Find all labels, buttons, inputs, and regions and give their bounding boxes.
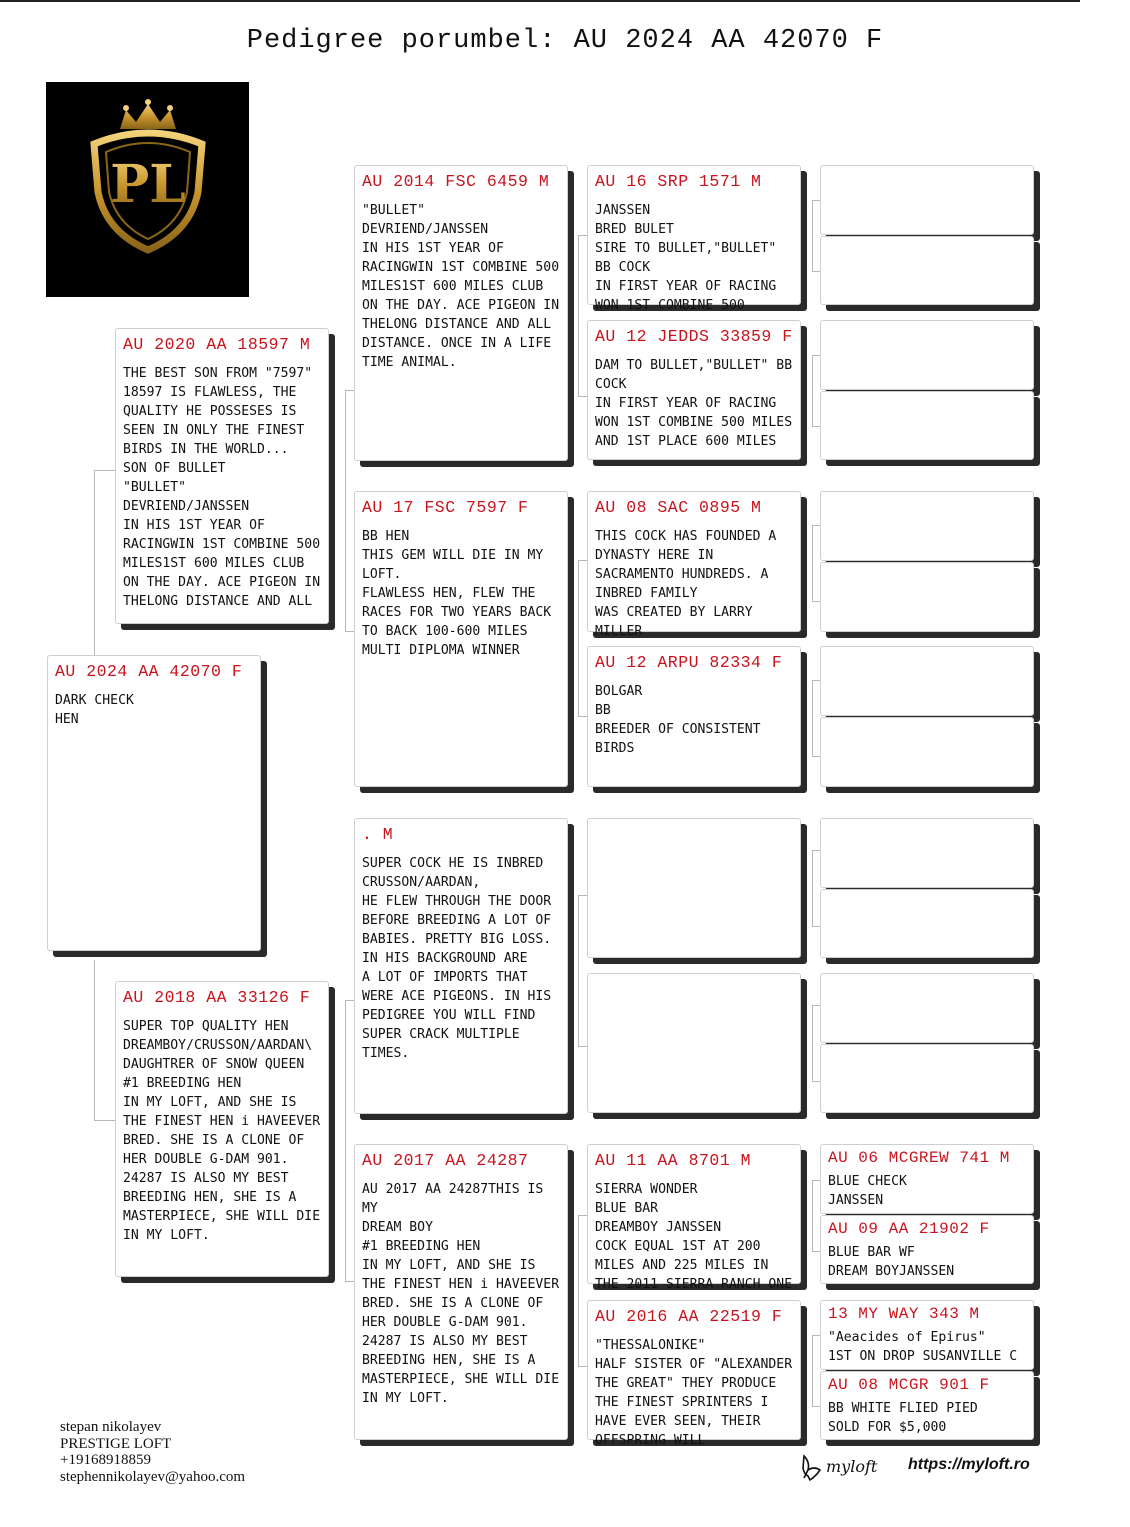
pigeon-card-g5-1-empty[interactable]: [820, 165, 1034, 235]
pigeon-card-g5-7-empty[interactable]: [820, 646, 1034, 716]
pigeon-notes: SUPER COCK HE IS INBRED CRUSSON/AARDAN, HE FLEW THROUGH THE DOOR BEFORE BREEDING A LOT OF BABIES. PRETTY BIG LOSS. IN HIS BACKGROUND ARE A LOT OF IMPORTS THAT WERE ACE PIGEONS. IN HIS PEDIGREE YOU WILL FIND SUPER CRACK MULTIPLE TIMES.: [362, 856, 552, 1061]
ring-number: AU 11 AA 8701 M: [595, 1151, 752, 1170]
top-rule: [0, 0, 1080, 2]
connector-sd-parents: [578, 560, 587, 717]
pigeon-card-dam[interactable]: [115, 981, 329, 1277]
pigeon-card-g5-8-empty[interactable]: [820, 717, 1034, 787]
pigeon-card-dam-sire[interactable]: [354, 818, 568, 1114]
pigeon-card-ddds[interactable]: [820, 1300, 1034, 1370]
brand-wordmark: myloft: [826, 1457, 878, 1476]
pigeon-card-dam-dam[interactable]: [354, 1144, 568, 1440]
pigeon-card-g5-9-empty[interactable]: [820, 818, 1034, 888]
pigeon-notes: BLUE CHECK JANSSEN: [828, 1174, 907, 1208]
owner-name: stepan nikolayev: [60, 1419, 162, 1435]
owner-email[interactable]: stephennikolayev@yahoo.com: [60, 1468, 246, 1485]
ring-number: AU 08 SAC 0895 M: [595, 498, 762, 517]
ring-number: AU 16 SRP 1571 M: [595, 172, 762, 191]
pigeon-card-ddss[interactable]: [820, 1144, 1034, 1214]
pigeon-notes: BLUE BAR WF DREAM BOYJANSSEN: [828, 1245, 955, 1279]
connector-dam: [94, 960, 115, 1121]
pigeon-notes: "BULLET" DEVRIEND/JANSSEN IN HIS 1ST YEAR OF RACINGWIN 1ST COMBINE 500 MILES1ST 600 MILES CLUB ON THE DAY. ACE PIGEON IN THELONG DISTANCE AND ALL DISTANCE. ONCE IN A LIFE TIME ANIMAL.: [362, 203, 560, 370]
svg-text:PL: PL: [110, 154, 186, 215]
ring-number: AU 2020 AA 18597 M: [123, 335, 311, 354]
pigeon-card-ddsd[interactable]: [820, 1215, 1034, 1284]
pigeon-notes: DARK CHECK HEN: [55, 693, 134, 727]
pigeon-card-dsd-empty[interactable]: [587, 973, 801, 1113]
ring-number: 13 MY WAY 343 M: [828, 1305, 980, 1323]
ring-number: AU 2024 AA 42070 F: [55, 662, 243, 681]
pigeon-card-g5-6-empty[interactable]: [820, 562, 1034, 632]
pigeon-card-ddd[interactable]: [587, 1300, 801, 1448]
ring-number: AU 2018 AA 33126 F: [123, 988, 311, 1007]
pigeon-card-sss[interactable]: [587, 165, 801, 313]
ring-number: AU 17 FSC 7597 F: [362, 498, 529, 517]
ring-number: AU 12 ARPU 82334 F: [595, 653, 783, 672]
ring-number: . M: [362, 825, 394, 844]
loft-name: PRESTIGE LOFT: [60, 1435, 172, 1452]
connector-ds-parents: [578, 895, 587, 1047]
pigeon-notes: THIS COCK HAS FOUNDED A DYNASTY HERE IN SACRAMENTO HUNDREDS. A INBRED FAMILY WAS CREATED BY LARRY MILLER: [595, 529, 777, 639]
pigeon-card-g5-10-empty[interactable]: [820, 889, 1034, 958]
ring-number: AU 08 MCGR 901 F: [828, 1376, 990, 1394]
brand-url-link[interactable]: https://myloft.ro: [908, 1456, 1030, 1473]
pigeon-card-dss-empty[interactable]: [587, 818, 801, 958]
pigeon-card-ssd[interactable]: [587, 320, 801, 460]
pigeon-notes: AU 2017 AA 24287THIS IS MY DREAM BOY #1 BREEDING HEN IN MY LOFT, AND SHE IS THE FINEST HEN i HAVEEVER BRED. SHE IS A CLONE OF HER DOUBLE G-DAM 901. 24287 IS ALSO MY BEST BREEDING HEN, SHE IS A MASTERPIECE, SHE WILL DIE IN MY LOFT.: [362, 1182, 560, 1406]
ring-number: AU 2016 AA 22519 F: [595, 1307, 783, 1326]
connector-ss-parents: [578, 235, 587, 397]
connector-sire: [94, 470, 115, 657]
page-title: Pedigree porumbel: AU 2024 AA 42070 F: [246, 26, 884, 56]
pigeon-notes: THE BEST SON FROM "7597" 18597 IS FLAWLESS, THE QUALITY HE POSSESES IS SEEN IN ONLY THE FINEST BIRDS IN THE WORLD... SON OF BULLET "BULLET" DEVRIEND/JANSSEN IN HIS 1ST YEAR OF RACINGWIN 1ST COMBINE 500 MILES1ST 600 MILES CLUB ON THE DAY. ACE PIGEON IN THELONG DISTANCE AND ALL: [123, 366, 321, 609]
crown-shield-icon: [46, 82, 249, 297]
pigeon-card-g5-5-empty[interactable]: [820, 491, 1034, 561]
ring-number: AU 2014 FSC 6459 M: [362, 172, 550, 191]
pigeon-card-g5-12-empty[interactable]: [820, 1044, 1034, 1113]
connector-dd-parents: [578, 1215, 587, 1367]
loft-logo: [46, 82, 249, 297]
pigeon-card-subject[interactable]: [47, 655, 261, 951]
pigeon-notes: "THESSALONIKE" HALF SISTER OF "ALEXANDER THE GREAT" THEY PRODUCE THE FINEST SPRINTERS I HAVE EVER SEEN, THEIR OFFSPRING WILL: [595, 1338, 793, 1448]
connector-sire-parents: [345, 390, 354, 632]
pigeon-card-sire[interactable]: [115, 328, 329, 624]
ring-number: AU 2017 AA 24287: [362, 1151, 529, 1170]
pigeon-card-dds[interactable]: [587, 1144, 801, 1292]
pigeon-card-dddd[interactable]: [820, 1371, 1034, 1440]
pigeon-notes: JANSSEN BRED BULET SIRE TO BULLET,"BULLET" BB COCK IN FIRST YEAR OF RACING WON 1ST COMBINE 500: [595, 203, 777, 313]
pigeon-card-sds[interactable]: [587, 491, 801, 639]
owner-phone: +19168918859: [60, 1452, 151, 1468]
pigeon-card-g5-3-empty[interactable]: [820, 320, 1034, 390]
ring-number: AU 06 MCGREW 741 M: [828, 1149, 1010, 1167]
ring-number: AU 12 JEDDS 33859 F: [595, 327, 793, 346]
ring-number: AU 09 AA 21902 F: [828, 1220, 990, 1238]
pigeon-notes: "Aeacides of Epirus" 1ST ON DROP SUSANVILLE C: [828, 1330, 1018, 1364]
pigeon-notes: SIERRA WONDER BLUE BAR DREAMBOY JANSSEN COCK EQUAL 1ST AT 200 MILES AND 225 MILES IN THE 2011 SIERRA RANCH ONE: [595, 1182, 793, 1292]
connector-dam-parents: [345, 1000, 354, 1282]
pigeon-card-g5-11-empty[interactable]: [820, 973, 1034, 1043]
pigeon-card-sdd[interactable]: [587, 646, 801, 787]
pigeon-card-g5-2-empty[interactable]: [820, 236, 1034, 305]
pigeon-notes: DAM TO BULLET,"BULLET" BB COCK IN FIRST YEAR OF RACING WON 1ST COMBINE 500 MILES AND 1ST PLACE 600 MILES: [595, 358, 793, 449]
pigeon-card-sire-dam[interactable]: [354, 491, 568, 787]
pigeon-notes: SUPER TOP QUALITY HEN DREAMBOY/CRUSSON/AARDAN\ DAUGHTRER OF SNOW QUEEN #1 BREEDING HEN IN MY LOFT, AND SHE IS THE FINEST HEN i HAVEEVER BRED. SHE IS A CLONE OF HER DOUBLE G-DAM 901. 24287 IS ALSO MY BEST BREEDING HEN, SHE IS A MASTERPIECE, SHE WILL DIE IN MY LOFT.: [123, 1019, 321, 1243]
owner-contact: [60, 1419, 245, 1485]
pigeon-notes: BB HEN THIS GEM WILL DIE IN MY LOFT. FLAWLESS HEN, FLEW THE RACES FOR TWO YEARS BACK TO BACK 100-600 MILES MULTI DIPLOMA WINNER: [362, 529, 552, 658]
pigeon-notes: BB WHITE FLIED PIED SOLD FOR $5,000: [828, 1401, 978, 1435]
pigeon-card-g5-4-empty[interactable]: [820, 391, 1034, 460]
pigeon-icon: [800, 1452, 826, 1484]
pigeon-card-sire-sire[interactable]: [354, 165, 568, 461]
pigeon-notes: BOLGAR BB BREEDER OF CONSISTENT BIRDS: [595, 684, 761, 756]
